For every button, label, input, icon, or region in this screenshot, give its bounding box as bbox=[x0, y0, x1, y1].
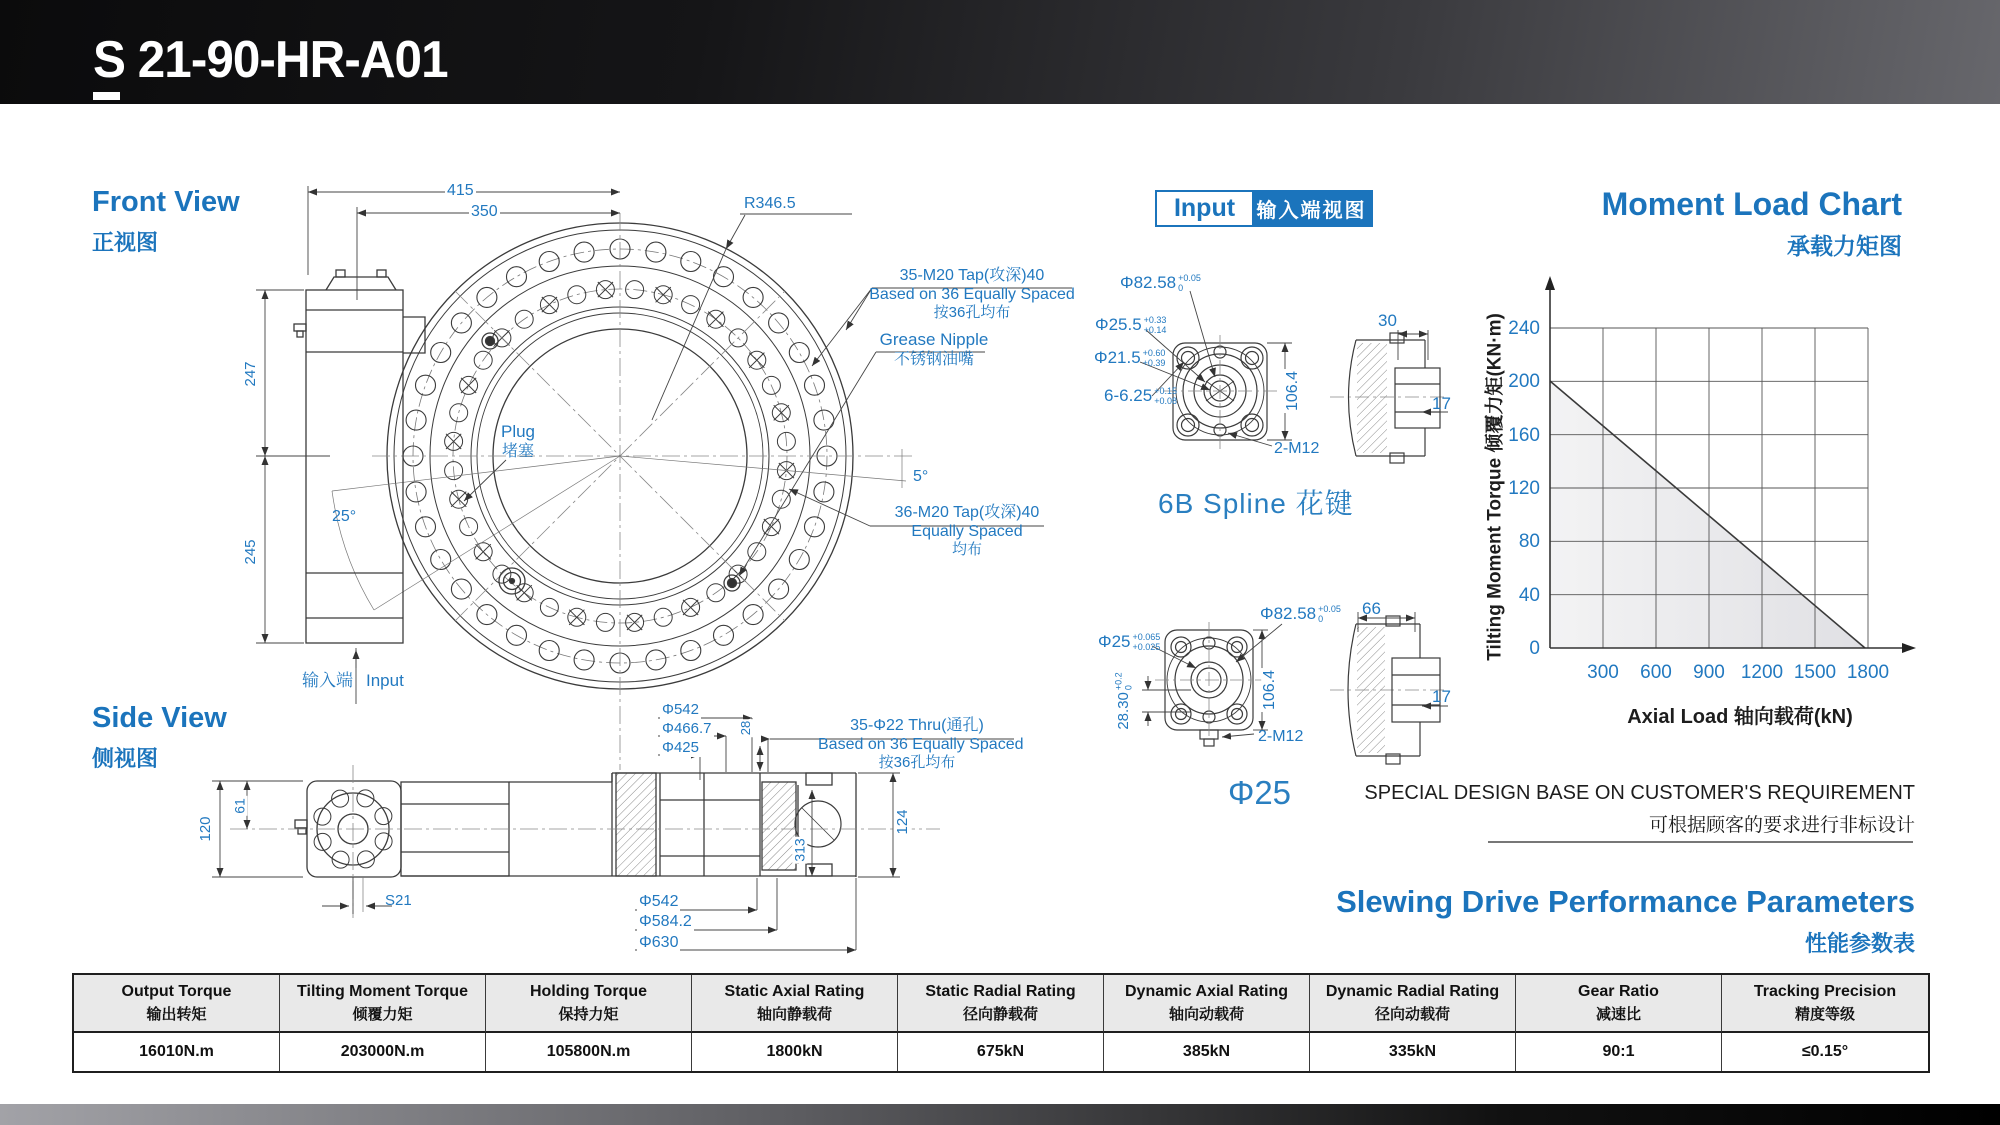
value-holding-torque: 105800N.m bbox=[486, 1033, 692, 1071]
callout-plug: Plug 堵塞 bbox=[500, 422, 536, 461]
side-view-title: Side View bbox=[92, 702, 227, 734]
value-tracking-precision: ≤0.15° bbox=[1801, 1043, 1849, 1060]
dim-542-bot: Φ542 bbox=[639, 893, 679, 910]
dim-28: 28 bbox=[737, 720, 753, 736]
front-view-subtitle: 正视图 bbox=[92, 230, 159, 255]
dim-angle-25: 25° bbox=[332, 508, 357, 525]
x-tick-600: 600 bbox=[1640, 662, 1672, 683]
dim-2-m12-lower: 2-M12 bbox=[1258, 728, 1304, 745]
dim-phi82-lower: Φ82.58 +0.05 0 bbox=[1260, 603, 1341, 625]
x-axis-arrow bbox=[1902, 643, 1916, 653]
value-gear-ratio: 90:1 bbox=[1516, 1033, 1722, 1071]
dim-66: 66 bbox=[1362, 599, 1381, 618]
y-tick-0: 0 bbox=[1529, 638, 1540, 659]
value-static-radial: 675kN bbox=[898, 1033, 1104, 1071]
dim-phi25-tol: Φ25 +0.065 +0.025 bbox=[1098, 631, 1161, 653]
input-badge-cn: 输入端视图 bbox=[1252, 192, 1371, 225]
y-tick-120: 120 bbox=[1508, 478, 1540, 499]
value-tilting-moment: 203000N.m bbox=[280, 1033, 486, 1071]
moment-load-chart-geometry bbox=[1545, 276, 1916, 653]
col-header-gear-ratio: Gear Ratio 减速比 bbox=[1516, 975, 1722, 1033]
dim-6-6-25: 6-6.25 +0.15 +0.08 bbox=[1104, 385, 1177, 407]
callout-35-phi22: 35-Φ22 Thru(通孔) Based on 36 Equally Spaced 按36孔均布 bbox=[818, 717, 1024, 772]
dim-phi82-upper: Φ82.58 +0.05 0 bbox=[1120, 272, 1201, 294]
input-end-en: Input bbox=[366, 671, 404, 690]
special-design-note-en: SPECIAL DESIGN BASE ON CUSTOMER'S REQUIREMENT bbox=[1364, 782, 1915, 804]
x-tick-1800: 1800 bbox=[1846, 662, 1890, 683]
y-axis-arrow bbox=[1545, 276, 1555, 290]
dim-angle-5: 5° bbox=[913, 468, 929, 485]
dim-313: 313 bbox=[791, 838, 808, 862]
special-design-note-cn: 可根据顾客的要求进行非标设计 bbox=[1648, 815, 1915, 836]
col-header-static-axial: Static Axial Rating 轴向静载荷 bbox=[692, 975, 898, 1033]
dim-584: Φ584.2 bbox=[639, 913, 692, 930]
dim-phi25-5: Φ25.5 +0.33 +0.14 bbox=[1095, 314, 1167, 336]
col-header-static-radial: Static Radial Rating 径向静载荷 bbox=[898, 975, 1104, 1033]
input-badge-en: Input bbox=[1157, 192, 1252, 225]
spline-6b-caption: 6B Spline 花键 bbox=[1158, 488, 1354, 519]
dim-415: 415 bbox=[447, 182, 474, 199]
callout-35-m20: 35-M20 Tap(攻深)40 Based on 36 Equally Spaced 按36孔均布 bbox=[869, 267, 1075, 322]
x-tick-900: 900 bbox=[1693, 662, 1725, 683]
chart-subtitle: 承载力矩图 bbox=[1787, 233, 1902, 259]
model-title: S 21-90-HR-A01 bbox=[93, 31, 448, 89]
y-tick-160: 160 bbox=[1508, 425, 1540, 446]
dim-106-4-upper: 106.4 bbox=[1284, 370, 1302, 412]
col-header-dynamic-axial: Dynamic Axial Rating 轴向动载荷 bbox=[1104, 975, 1310, 1033]
dim-28-30: 28.30 +0.2 0 bbox=[1113, 672, 1134, 730]
x-tick-1200: 1200 bbox=[1740, 662, 1784, 683]
footer-band bbox=[0, 1104, 2000, 1125]
dim-17-lower: 17 bbox=[1432, 687, 1451, 706]
y-tick-240: 240 bbox=[1508, 318, 1540, 339]
dim-2-m12-upper: 2-M12 bbox=[1274, 440, 1320, 457]
dim-phi21-5: Φ21.5 +0.60 +0.39 bbox=[1094, 347, 1166, 369]
col-header-holding-torque: Holding Torque 保持力矩 bbox=[486, 975, 692, 1033]
dim-r346: R346.5 bbox=[744, 195, 796, 212]
col-header-dynamic-radial: Dynamic Radial Rating 径向动载荷 bbox=[1310, 975, 1516, 1033]
value-output-torque: 16010N.m bbox=[74, 1033, 280, 1071]
col-header-tracking-precision: Tracking Precision 精度等级 bbox=[1722, 975, 1928, 1033]
callout-36-m20: 36-M20 Tap(攻深)40 Equally Spaced 均布 bbox=[894, 504, 1040, 559]
performance-title: Slewing Drive Performance Parameters bbox=[1336, 884, 1915, 919]
callout-grease-nipple: Grease Nipple 不锈钢油嘴 bbox=[879, 330, 989, 369]
performance-subtitle: 性能参数表 bbox=[1804, 931, 1915, 956]
col-header-output-torque: Output Torque 输出转矩 bbox=[74, 975, 280, 1033]
dim-s21: S21 bbox=[385, 892, 412, 909]
dim-124: 124 bbox=[893, 809, 911, 835]
side-view-subtitle: 侧视图 bbox=[92, 746, 159, 771]
dim-245: 245 bbox=[241, 539, 259, 565]
input-end-cn: 输入端 bbox=[302, 671, 353, 690]
dim-247: 247 bbox=[241, 361, 259, 387]
value-static-axial: 1800kN bbox=[692, 1033, 898, 1071]
col-header-tilting-moment: Tilting Moment Torque 倾覆力矩 bbox=[280, 975, 486, 1033]
front-view-title: Front View bbox=[92, 186, 240, 218]
dim-425: Φ425 bbox=[662, 739, 699, 756]
x-tick-300: 300 bbox=[1587, 662, 1619, 683]
dim-630: Φ630 bbox=[639, 934, 679, 951]
dim-30: 30 bbox=[1378, 311, 1397, 330]
value-dynamic-axial: 385kN bbox=[1104, 1033, 1310, 1071]
y-tick-200: 200 bbox=[1508, 371, 1540, 392]
chart-x-axis-label: Axial Load 轴向载荷(kN) bbox=[1627, 706, 1853, 728]
dim-350: 350 bbox=[471, 203, 498, 220]
dim-106-4-lower: 106.4 bbox=[1261, 669, 1279, 711]
chart-y-axis-label: Tilting Moment Torque 倾覆力矩(KN·m) bbox=[1484, 313, 1506, 661]
dim-17-upper: 17 bbox=[1432, 394, 1451, 413]
chart-title: Moment Load Chart bbox=[1601, 186, 1902, 222]
dim-466: Φ466.7 bbox=[662, 720, 712, 737]
dim-120: 120 bbox=[196, 816, 214, 842]
dim-61: 61 bbox=[231, 798, 248, 814]
dim-542-top: Φ542 bbox=[662, 701, 699, 718]
y-tick-40: 40 bbox=[1518, 585, 1540, 606]
input-view-badge bbox=[1155, 190, 1373, 227]
value-dynamic-radial: 335kN bbox=[1310, 1033, 1516, 1071]
x-tick-1500: 1500 bbox=[1793, 662, 1837, 683]
performance-parameters-table bbox=[72, 973, 1930, 1073]
y-tick-80: 80 bbox=[1518, 531, 1540, 552]
spline-phi25-caption: Φ25 bbox=[1228, 774, 1292, 811]
